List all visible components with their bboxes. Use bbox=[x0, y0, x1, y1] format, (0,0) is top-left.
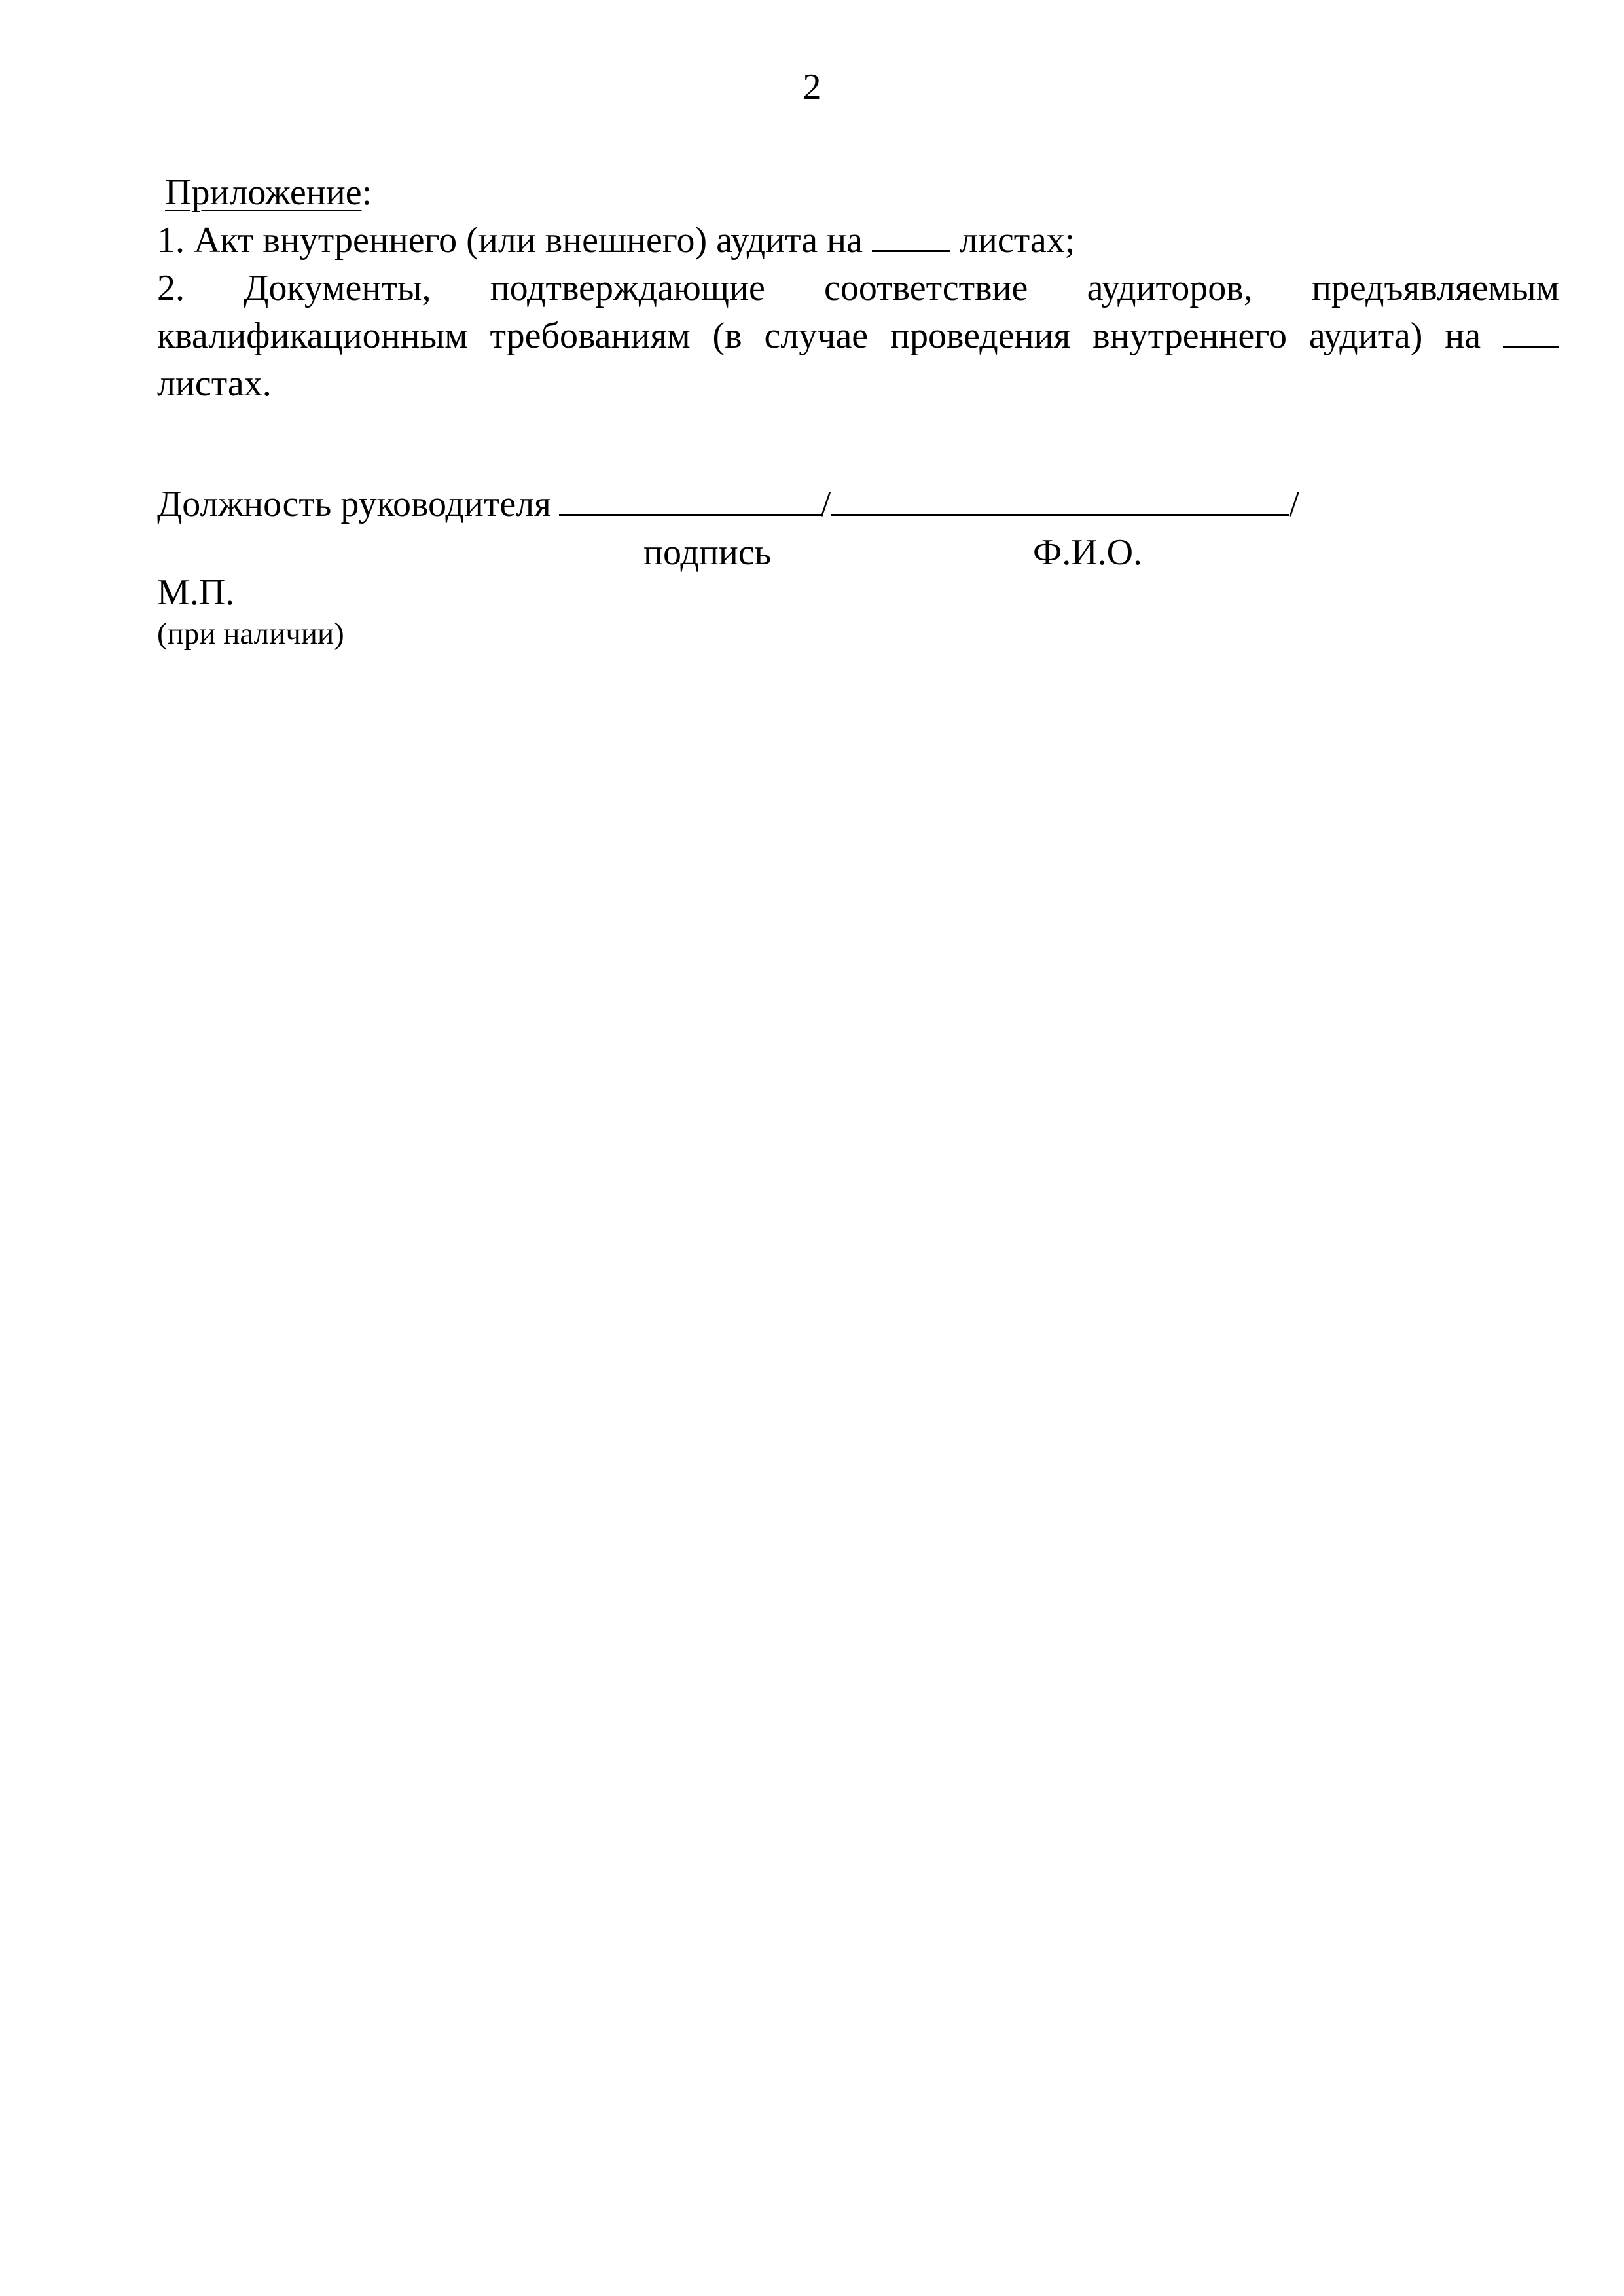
signature-end-separator: / bbox=[1289, 484, 1300, 524]
sheets-count-blank-2 bbox=[1503, 345, 1559, 348]
annex-item-2 bbox=[157, 264, 1559, 408]
annex-section bbox=[157, 169, 1559, 408]
page-number: 2 bbox=[803, 67, 821, 107]
signature-caption: подпись bbox=[643, 532, 772, 573]
stamp-label: М.П. bbox=[157, 572, 235, 613]
annex-item-2-text: 2. Документы, подтверждающие соответствие аудиторов, предъявляемым квалификационным требованиям (в случае проведения внутреннего аудита) на bbox=[157, 268, 1559, 356]
annex-item-1-text: 1. Акт внутреннего (или внешнего) аудита на bbox=[157, 220, 872, 261]
position-label: Должность руководителя bbox=[157, 484, 551, 524]
full-name-caption: Ф.И.О. bbox=[1033, 532, 1143, 573]
annex-item-1 bbox=[157, 217, 1559, 264]
signature-separator: / bbox=[820, 484, 831, 524]
signature-blank bbox=[559, 513, 821, 516]
annex-title bbox=[157, 169, 1559, 217]
annex-title-text: Приложение bbox=[165, 172, 362, 213]
full-name-blank bbox=[831, 513, 1289, 516]
stamp-note: (при наличии) bbox=[157, 617, 344, 651]
annex-item-2-suffix: листах. bbox=[157, 363, 272, 404]
annex-item-1-suffix: листах; bbox=[950, 220, 1075, 261]
sheets-count-blank-1 bbox=[872, 249, 950, 252]
annex-title-colon: : bbox=[361, 172, 372, 213]
signature-line bbox=[157, 481, 1299, 528]
